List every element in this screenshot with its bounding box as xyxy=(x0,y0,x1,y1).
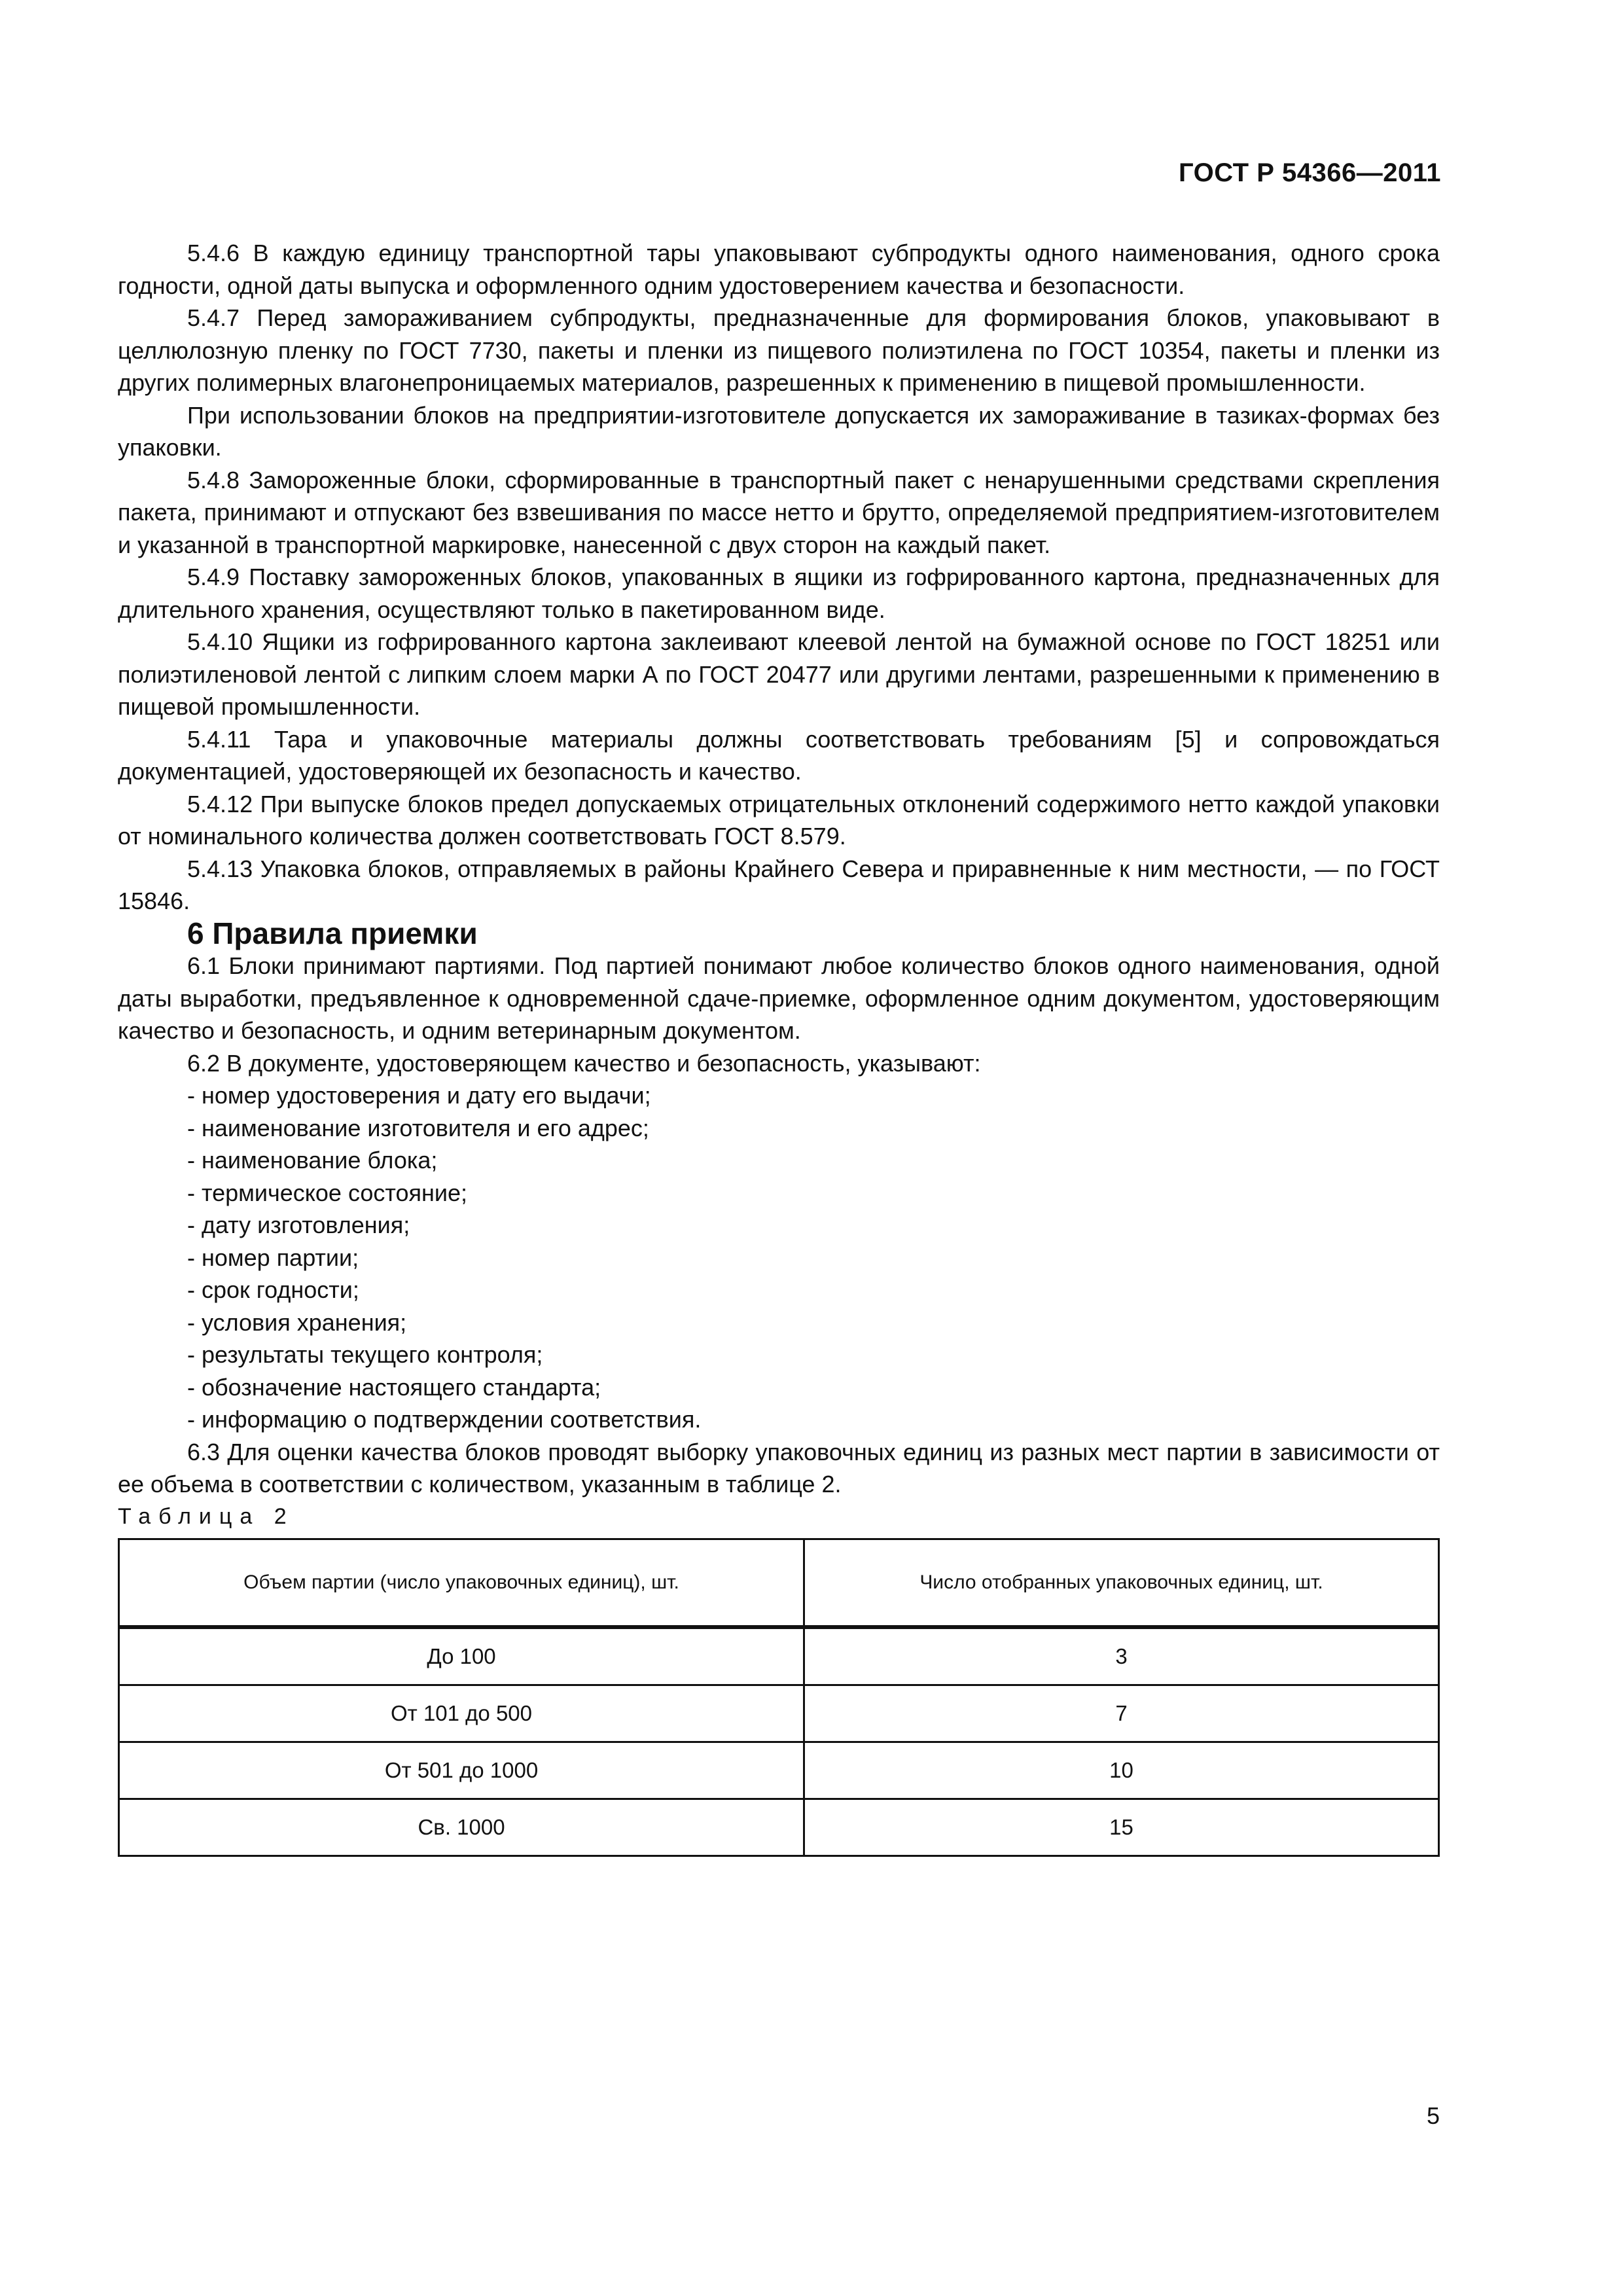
list-item: - наименование блока; xyxy=(187,1147,438,1174)
paragraph-5-4-8: 5.4.8 Замороженные блоки, сформированные в транспортный пакет с ненарушенными средствами скрепления пакета, принимают и отпускают без взвешивания по массе нетто и брутто, определяемой предприятием-изготовителем и указанной в транспортной маркировке, нанесенной с двух сторон на каждый пакет. xyxy=(118,466,1440,558)
sampling-table xyxy=(118,1538,1440,1857)
list-item: - номер партии; xyxy=(187,1244,359,1271)
paragraph-5-4-7: 5.4.7 Перед замораживанием субпродукты, предназначенные для формирования блоков, упаковывают в целлюлозную пленку по ГОСТ 7730, пакеты и пленки из пищевого полиэтилена по ГОСТ 10354, пакеты и пленки из других полимерных влагонепроницаемых материалов, разрешенных к применению в пищевой промышленности. xyxy=(118,304,1440,396)
table-cell: До 100 xyxy=(119,1627,804,1685)
paragraph-5-4-6: 5.4.6 В каждую единицу транспортной тары упаковывают субпродукты одного наименования, одного срока годности, одной даты выпуска и оформленного одним удостоверением качества и безопасности. xyxy=(118,240,1440,299)
table-cell: От 101 до 500 xyxy=(119,1685,804,1742)
column-header-lot-size: Объем партии (число упаковочных единиц), шт. xyxy=(119,1539,804,1628)
table-cell: 10 xyxy=(804,1742,1439,1799)
table-cell: От 501 до 1000 xyxy=(119,1742,804,1799)
requisites-list xyxy=(118,1079,1440,1436)
document-body xyxy=(118,237,1440,1857)
column-header-sample-size: Число отобранных упаковочных единиц, шт. xyxy=(804,1539,1439,1628)
table-cell: Св. 1000 xyxy=(119,1799,804,1856)
paragraph-5-4-7-note: При использовании блоков на предприятии-изготовителе допускается их замораживание в тазиках-формах без упаковки. xyxy=(118,401,1440,461)
section-title: 6 Правила приемки xyxy=(187,916,478,950)
paragraph-5-4-10: 5.4.10 Ящики из гофрированного картона заклеивают клеевой лентой на бумажной основе по ГОСТ 18251 или полиэтиленовой лентой с липким слоем марки А по ГОСТ 20477 или другими лентами, разрешенными к применению в пищевой промышленности. xyxy=(118,628,1440,720)
table-caption: Таблица 2 xyxy=(118,1503,294,1529)
table-cell: 3 xyxy=(804,1627,1439,1685)
table-header-row xyxy=(119,1539,1439,1628)
paragraph-5-4-13: 5.4.13 Упаковка блоков, отправляемых в районы Крайнего Севера и приравненные к ним местности, — по ГОСТ 15846. xyxy=(118,855,1440,914)
table-cell: 7 xyxy=(804,1685,1439,1742)
list-item: - срок годности; xyxy=(187,1276,359,1303)
list-item: - номер удостоверения и дату его выдачи; xyxy=(187,1082,651,1109)
list-item: - результаты текущего контроля; xyxy=(187,1341,543,1368)
paragraph-5-4-11: 5.4.11 Тара и упаковочные материалы должны соответствовать требованиям [5] и сопровождаться документацией, удостоверяющей их безопасность и качество. xyxy=(118,725,1440,785)
list-item: - обозначение настоящего стандарта; xyxy=(187,1373,601,1401)
table-row xyxy=(119,1799,1439,1856)
document-header: ГОСТ Р 54366—2011 xyxy=(1179,158,1441,187)
paragraph-6-2: 6.2 В документе, удостоверяющем качество и безопасность, указывают: xyxy=(187,1049,981,1077)
list-item: - дату изготовления; xyxy=(187,1211,410,1238)
paragraph-6-3: 6.3 Для оценки качества блоков проводят выборку упаковочных единиц из разных мест партии в зависимости от ее объема в соответствии с количеством, указанным в таблице 2. xyxy=(118,1438,1440,1498)
table-cell: 15 xyxy=(804,1799,1439,1856)
paragraph-5-4-9: 5.4.9 Поставку замороженных блоков, упакованных в ящики из гофрированного картона, предназначенных для длительного хранения, осуществляют только в пакетированном виде. xyxy=(118,564,1440,623)
list-item: - информацию о подтверждении соответствия. xyxy=(187,1406,702,1433)
table-row xyxy=(119,1742,1439,1799)
page-number: 5 xyxy=(1426,2102,1440,2129)
table-row xyxy=(119,1627,1439,1685)
paragraph-6-1: 6.1 Блоки принимают партиями. Под партией понимают любое количество блоков одного наименования, одной даты выработки, предъявленное к одновременной сдаче-приемке, оформленное одним документом, удостоверяющим качество и безопасность, и одним ветеринарным документом. xyxy=(118,952,1440,1044)
table-row xyxy=(119,1685,1439,1742)
list-item: - наименование изготовителя и его адрес; xyxy=(187,1114,649,1141)
list-item: - термическое состояние; xyxy=(187,1179,467,1206)
list-item: - условия хранения; xyxy=(187,1308,407,1336)
paragraph-5-4-12: 5.4.12 При выпуске блоков предел допускаемых отрицательных отклонений содержимого нетто каждой упаковки от номинального количества должен соответствовать ГОСТ 8.579. xyxy=(118,790,1440,850)
